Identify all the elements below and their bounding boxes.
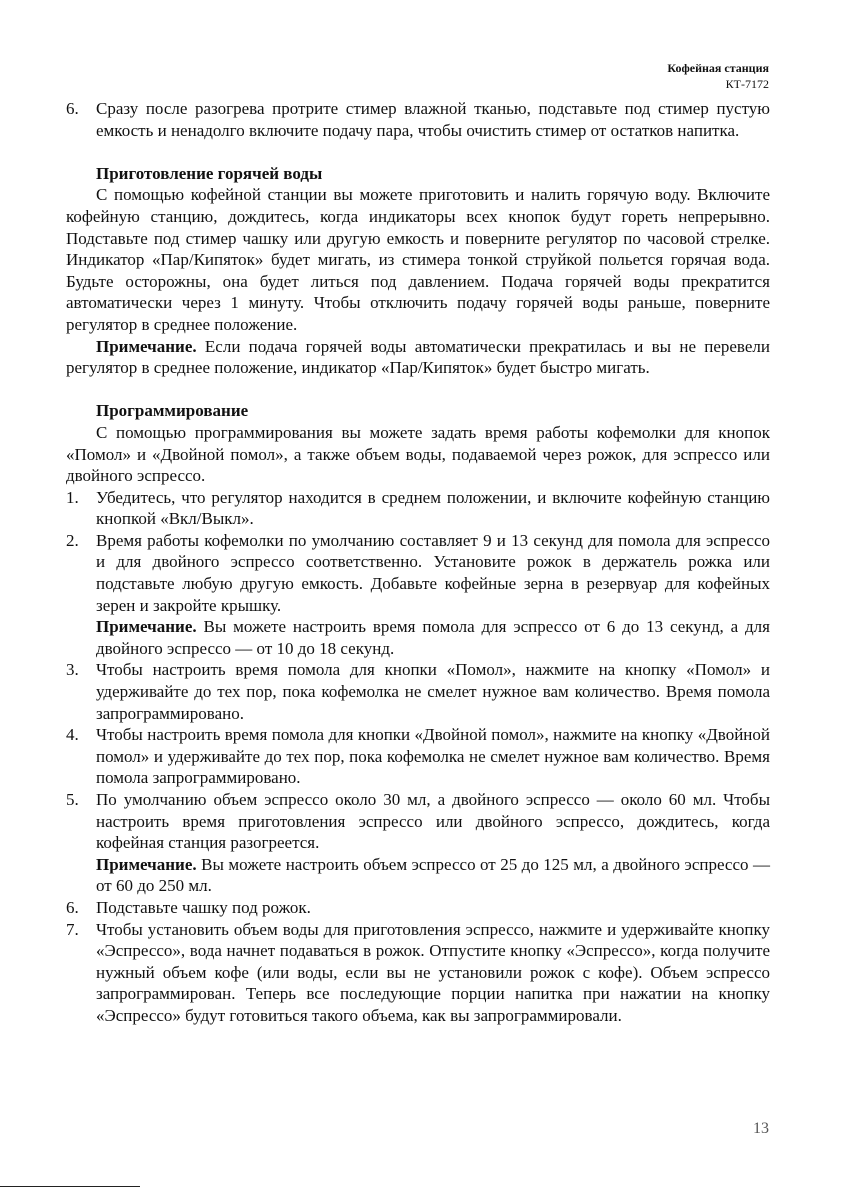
list-text: Сразу после разогрева протрите стимер влажной тканью, подставьте под стимер пустую емкость и ненадолго включите подачу пара, чтобы очистить стимер от остатков напитка. <box>96 99 770 140</box>
footer-rule <box>0 1186 140 1187</box>
note-label: Примечание. <box>96 617 197 637</box>
list-number: 4. <box>66 725 79 745</box>
hot-water-body: С помощью кофейной станции вы можете приготовить и налить горячую воду. Включите кофейную станцию, дождитесь, когда индикаторы всех кнопок будут гореть непрерывно. Подставьте под стимер чашку или другую емкость и поверните регулятор по часовой стрелке. Индикатор «Пар/Кипяток» будет мигать, из стимера тонкой струйкой польется горячая вода. Будьте осторожны, она будет литься под давлением. Подача горячей воды прекратится автоматически через 1 минуту. Чтобы отключить подачу горячей воды раньше, поверните регулятор в среднее положение. <box>66 185 770 334</box>
header-model: КТ-7172 <box>725 77 769 91</box>
list-number: 2. <box>66 530 79 550</box>
list-number: 1. <box>66 487 79 507</box>
section-heading-hot-water: Приготовление горячей воды <box>96 163 323 183</box>
note-label: Примечание. <box>96 854 197 874</box>
list-text: Чтобы установить объем воды для приготовления эспрессо, нажмите и удерживайте кнопку «Эспрессо», вода начнет подаваться в рожок. Отпустите кнопку «Эспрессо», когда получите нужный объем кофе (или воды, если вы не установили рожок с кофе). Объем эспрессо запрограммирован. Теперь все последующие порции напитка при нажатии на кнопку «Эспрессо» будут готовиться такого объема, как вы запрограммировали. <box>96 919 770 1025</box>
note-text: Если подача горячей воды автоматически прекратилась и вы не перевели регулятор в среднее положение, индикатор «Пар/Кипяток» будет быстро мигать. <box>66 336 770 378</box>
section-heading-programming: Программирование <box>96 401 249 421</box>
list-text: Время работы кофемолки по умолчанию составляет 9 и 13 секунд для помола для эспрессо и для двойного эспрессо соответственно. Установите рожок в держатель рожка или подставьте любую другую емкость. Добавьте кофейные зерна в резервуар для кофейных зерен и закройте крышку. <box>96 530 770 615</box>
list-item <box>66 724 770 789</box>
list-item <box>66 897 770 919</box>
list-item <box>66 789 770 854</box>
list-text: По умолчанию объем эспрессо около 30 мл, а двойного эспрессо — около 60 мл. Чтобы настроить время приготовления эспрессо или двойного эспрессо, дождитесь, когда кофейная станция разогреется. <box>96 790 770 853</box>
list-item <box>66 530 770 616</box>
step5-note <box>66 854 770 897</box>
list-text: Чтобы настроить время помола для кнопки «Двойной помол», нажмите на кнопку «Двойной помол» и удерживайте до тех пор, пока кофемолка не смелет нужное вам количество. Время помола запрограммировано. <box>96 725 770 788</box>
list-number: 6. <box>66 99 79 118</box>
list-text: Чтобы настроить время помола для кнопки «Помол», нажмите на кнопку «Помол» и удерживайте до тех пор, пока кофемолка не смелет нужное вам количество. Время помола запрограммировано. <box>96 660 770 723</box>
list-item <box>66 98 770 141</box>
list-number: 5. <box>66 790 79 809</box>
list-text: Убедитесь, что регулятор находится в среднем положении, и включите кофейную станцию кнопкой «Вкл/Выкл». <box>96 487 770 529</box>
list-item <box>66 659 770 724</box>
list-text: Подставьте чашку под рожок. <box>96 897 311 917</box>
list-number: 7. <box>66 919 79 939</box>
header-title: Кофейная станция <box>667 61 769 75</box>
page-number: 13 <box>753 1120 769 1137</box>
step2-note <box>66 616 770 659</box>
hot-water-note <box>66 336 770 379</box>
list-number: 3. <box>66 660 79 680</box>
note-text: Вы можете настроить объем эспрессо от 25 до 125 мл, а двойного эспрессо — от 60 до 250 мл. <box>96 854 770 896</box>
list-item <box>66 487 770 530</box>
programming-intro: С помощью программирования вы можете задать время работы кофемолки для кнопок «Помол» и «Двойной помол», а также объем воды, подаваемой через рожок, для эспрессо или двойного эспрессо. <box>66 422 770 486</box>
note-label: Примечание. <box>96 336 197 356</box>
list-number: 6. <box>66 897 79 917</box>
page-content <box>66 98 770 1027</box>
note-text: Вы можете настроить время помола для эспрессо от 6 до 13 секунд, а для двойного эспрессо — от 10 до 18 секунд. <box>96 617 770 658</box>
running-header <box>667 60 769 92</box>
list-item <box>66 919 770 1027</box>
